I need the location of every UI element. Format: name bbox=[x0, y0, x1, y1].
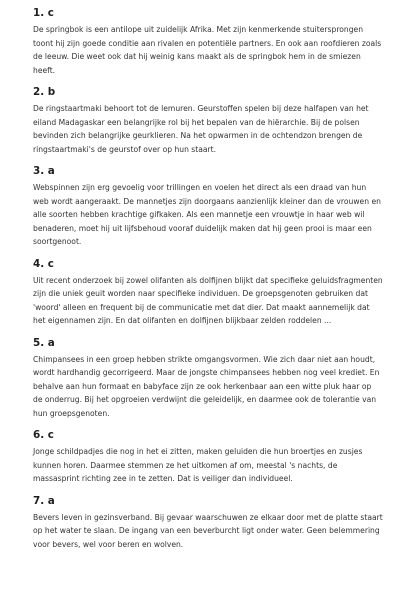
answer-explanation: Jonge schildpadjes die nog in het ei zitten, maken geluiden die hun broertjes en zusjes kunnen horen. Daarmee stemmen ze het uitkomen af om, meestal 's nachts, de massasprint richting zee in te zetten. Dat is veiliger dan individueel. bbox=[33, 447, 363, 483]
answer-label: 7. a bbox=[33, 494, 55, 507]
answer-label: 1. c bbox=[33, 7, 54, 19]
answer-explanation: De ringstaartmaki behoort tot de lemuren. Geurstoffen spelen bij deze halfapen van het eiland Madagaskar een belangrijke rol bij het bepalen van de hiërarchie. Bij de polsen bevinden zich belangrijke geurklieren. Na het opwarmen in de ochtendzon brengen de ringstaartmaki's de geurstof over op hun staart. bbox=[33, 104, 369, 154]
answer-label: 5. a bbox=[33, 336, 55, 349]
answer-1 bbox=[33, 6, 383, 77]
answer-2 bbox=[33, 85, 383, 156]
answer-7 bbox=[33, 494, 383, 552]
answer-5 bbox=[33, 336, 383, 421]
answer-3 bbox=[33, 164, 383, 249]
answer-explanation: De springbok is een antilope uit zuidelijk Afrika. Met zijn kenmerkende stuitersprongen toont hij zijn goede conditie aan rivalen en potentiële partners. En ook aan roofdieren zoals de leeuw. Die weet ook dat hij weinig kans maakt als de springbok hem in de smiezen heeft. bbox=[33, 25, 382, 75]
answer-4 bbox=[33, 257, 383, 328]
answer-label: 2. b bbox=[33, 86, 56, 98]
answer-explanation: Uit recent onderzoek bij zowel olifanten als dolfijnen blijkt dat specifieke geluidsfragmenten zijn die uniek geuit worden naar specifieke individuen. De groepsgenoten gebruiken dat 'woord' alleen en frequent bij de communicatie met dat dier. Dat maakt aannemelijk dat het eigennamen zijn. En dat olifanten en dolfijnen blijkbaar zelden roddelen ... bbox=[33, 275, 383, 325]
answer-explanation: Chimpansees in een groep hebben strikte omgangsvormen. Wie zich daar niet aan houdt, wordt hardhandig gecorrigeerd. Maar de jongste chimpansees hebben nog veel krediet. En behalve aan hun formaat en babyface zijn ze ook herkenbaar aan een witte pluk haar op de onderrug. Bij het opgroeien verdwijnt die geleidelijk, en daarmee ook de tolerantie van hun groepsgenoten. bbox=[33, 354, 380, 418]
answer-explanation: Bevers leven in gezinsverband. Bij gevaar waarschuwen ze elkaar door met de platte staart op het water te slaan. De ingang van een beverburcht ligt onder water. Geen belemmering voor bevers, wel voor beren en wolven. bbox=[33, 512, 383, 549]
answer-explanation: Webspinnen zijn erg gevoelig voor trillingen en voelen het direct als een draad van hun web wordt aangeraakt. De mannetjes zijn doorgaans aanzienlijk kleiner dan de vrouwen en alle soorten hebben krachtige gifkaken. Als een mannetje een vrouwtje in haar web wil benaderen, moet hij uit lijfsbehoud vooraf duidelijk maken dat hij geen prooi is maar een soortgenoot. bbox=[33, 183, 381, 246]
answer-label: 3. a bbox=[33, 165, 55, 177]
answer-6 bbox=[33, 428, 383, 486]
answer-list bbox=[33, 6, 383, 559]
answer-label: 4. c bbox=[33, 257, 54, 270]
answer-label: 6. c bbox=[33, 429, 54, 441]
